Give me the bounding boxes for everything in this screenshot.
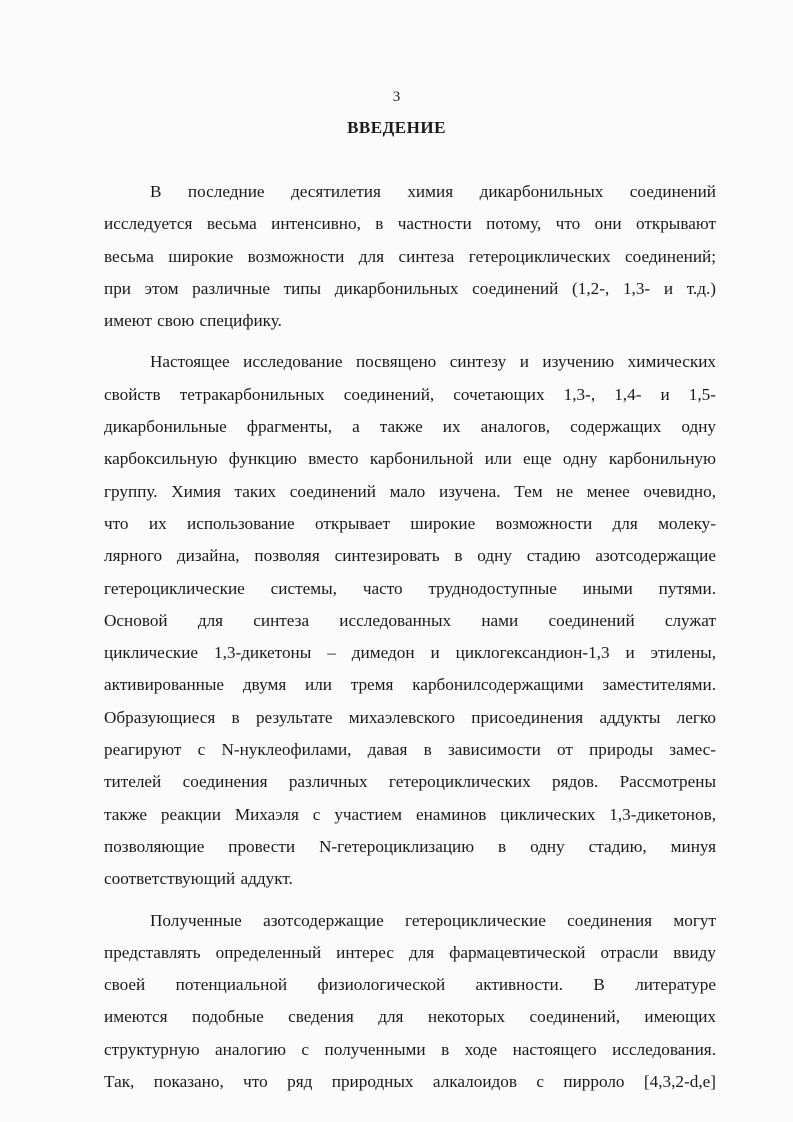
text-line: карбоксильную функцию вместо карбонильной или еще одну карбонильную (104, 449, 716, 469)
paragraph-2 (104, 346, 716, 895)
text-line: тителей соединения различных гетероциклических рядов. Рассмотрены (104, 772, 716, 792)
text-line: В последние десятилетия химия дикарбонильных соединений (150, 182, 716, 201)
text-line: активированные двумя или тремя карбонилсодержащими заместителями. (104, 675, 716, 695)
text-line: Основой для синтеза исследованных нами соединений служат (104, 610, 716, 630)
text-line: гетероциклические системы, часто труднодоступные иными путями. (104, 578, 716, 598)
paragraph-3 (104, 905, 716, 1099)
paragraph-1 (104, 176, 716, 337)
page-number: 3 (392, 89, 401, 105)
body-text (104, 176, 716, 1098)
text-line: дикарбонильные фрагменты, а также их аналогов, содержащих одну (104, 417, 716, 437)
text-line: также реакции Михаэля с участием енаминов циклических 1,3-дикетонов, (104, 804, 716, 824)
text-line: структурную аналогию с полученными в ходе настоящего исследования. (104, 1039, 716, 1059)
text-line: реагируют с N-нуклеофилами, давая в зависимости от природы замес- (104, 740, 716, 760)
text-line: соответствующий аддукт. (104, 869, 293, 889)
text-line: свойств тетракарбонильных соединений, сочетающих 1,3-, 1,4- и 1,5- (104, 384, 716, 404)
text-line: весьма широкие возможности для синтеза гетероциклических соединений; (104, 246, 716, 266)
text-line: исследуется весьма интенсивно, в частности потому, что они открывают (104, 214, 716, 234)
text-line: представлять определенный интерес для фармацевтической отрасли ввиду (104, 942, 716, 962)
text-line: имеются подобные сведения для некоторых соединений, имеющих (104, 1007, 716, 1027)
text-line: имеют свою специфику. (104, 311, 282, 331)
text-line: при этом различные типы дикарбонильных соединений (1,2-, 1,3- и т.д.) (104, 278, 716, 298)
text-line: группу. Химия таких соединений мало изучена. Тем не менее очевидно, (104, 481, 716, 501)
text-line: Полученные азотсодержащие гетероциклические соединения могут (150, 910, 716, 930)
text-line: Образующиеся в результате михаэлевского присоединения аддукты легко (104, 707, 716, 727)
text-line: Так, показано, что ряд природных алкалоидов с пирроло [4,3,2-d,e] (104, 1072, 716, 1092)
section-heading: ВВЕДЕНИЕ (347, 118, 446, 137)
text-line: лярного дизайна, позволяя синтезировать в одну стадию азотсодержащие (104, 546, 716, 566)
text-line: Настоящее исследование посвящено синтезу и изучению химических (150, 352, 716, 372)
text-line: циклические 1,3-дикетоны – димедон и циклогександион-1,3 и этилены, (104, 643, 716, 663)
text-line: что их использование открывает широкие возможности для молеку- (104, 513, 716, 533)
text-line: позволяющие провести N-гетероциклизацию в одну стадию, минуя (104, 836, 716, 856)
text-line: своей потенциальной физиологической активности. В литературе (104, 975, 716, 995)
